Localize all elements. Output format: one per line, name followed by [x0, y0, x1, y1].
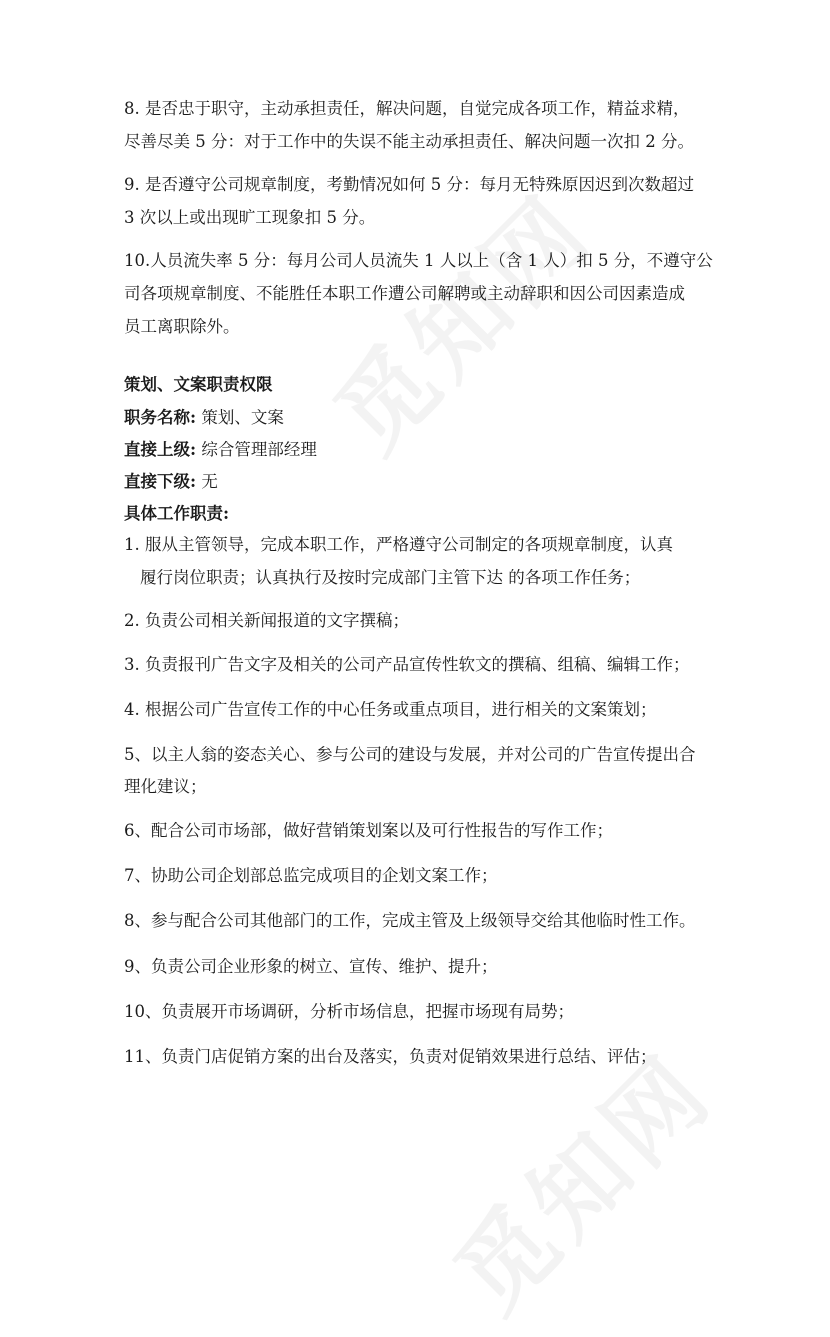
duty-7: 7、协助公司企划部总监完成项目的企划文案工作； [124, 866, 498, 885]
superior-row [124, 433, 317, 466]
subordinate-row [124, 465, 218, 498]
duty-6: 6、配合公司市场部，做好营销策划案以及可行性报告的写作工作； [124, 821, 613, 840]
item-8-line-1: 8. 是否忠于职守，主动承担责任，解决问题，自觉完成各项工作，精益求精， [124, 99, 690, 118]
duty-1-line-2: 履行岗位职责；认真执行及按时完成部门主管下达 的各项工作任务； [140, 568, 641, 587]
duty-5-line-1: 5、以主人翁的姿态关心、参与公司的建设与发展，并对公司的广告宣传提出合 [124, 745, 696, 764]
duty-9: 9、负责公司企业形象的树立、宣传、维护、提升； [124, 957, 498, 976]
superior-value: 综合管理部经理 [196, 440, 317, 459]
item-10-line-2: 司各项规章制度、不能胜任本职工作遭公司解聘或主动辞职和因公司因素造成 [124, 284, 685, 303]
item-9-line-1: 9. 是否遵守公司规章制度，考勤情况如何 5 分：每月无特殊原因迟到次数超过 [124, 175, 694, 194]
section-title: 策划、文案职责权限 [124, 375, 273, 394]
item-10-line-3: 员工离职除外。 [124, 317, 240, 336]
item-9-line-2: 3 次以上或出现旷工现象扣 5 分。 [124, 208, 376, 227]
position-row [124, 401, 284, 434]
duty-8: 8、参与配合公司其他部门的工作，完成主管及上级领导交给其他临时性工作。 [124, 911, 696, 930]
duty-11: 11、负责门店促销方案的出台及落实，负责对促销效果进行总结、评估； [124, 1047, 657, 1066]
position-value: 策划、文案 [196, 408, 284, 427]
duty-4: 4. 根据公司广告宣传工作的中心任务或重点项目，进行相关的文案策划； [124, 700, 657, 719]
position-label: 职务名称: [124, 408, 197, 427]
duties-label: 具体工作职责: [124, 504, 230, 523]
duty-10: 10、负责展开市场调研，分析市场信息，把握市场现有局势； [124, 1002, 574, 1021]
item-10-line-1: 10.人员流失率 5 分：每月公司人员流失 1 人以上（含 1 人）扣 5 分，不遵守公 [124, 251, 713, 270]
superior-label: 直接上级: [124, 440, 197, 459]
subordinate-value: 无 [196, 472, 218, 491]
duty-2: 2. 负责公司相关新闻报道的文字撰稿； [124, 611, 409, 630]
duty-5-line-2: 理化建议； [124, 777, 207, 796]
duty-3: 3. 负责报刊广告文字及相关的公司产品宣传性软文的撰稿、组稿、编辑工作； [124, 655, 690, 674]
duty-1-line-1: 1. 服从主管领导，完成本职工作，严格遵守公司制定的各项规章制度，认真 [124, 535, 673, 554]
item-8-line-2: 尽善尽美 5 分：对于工作中的失误不能主动承担责任、解决问题一次扣 2 分。 [124, 132, 694, 151]
subordinate-label: 直接下级: [124, 472, 197, 491]
